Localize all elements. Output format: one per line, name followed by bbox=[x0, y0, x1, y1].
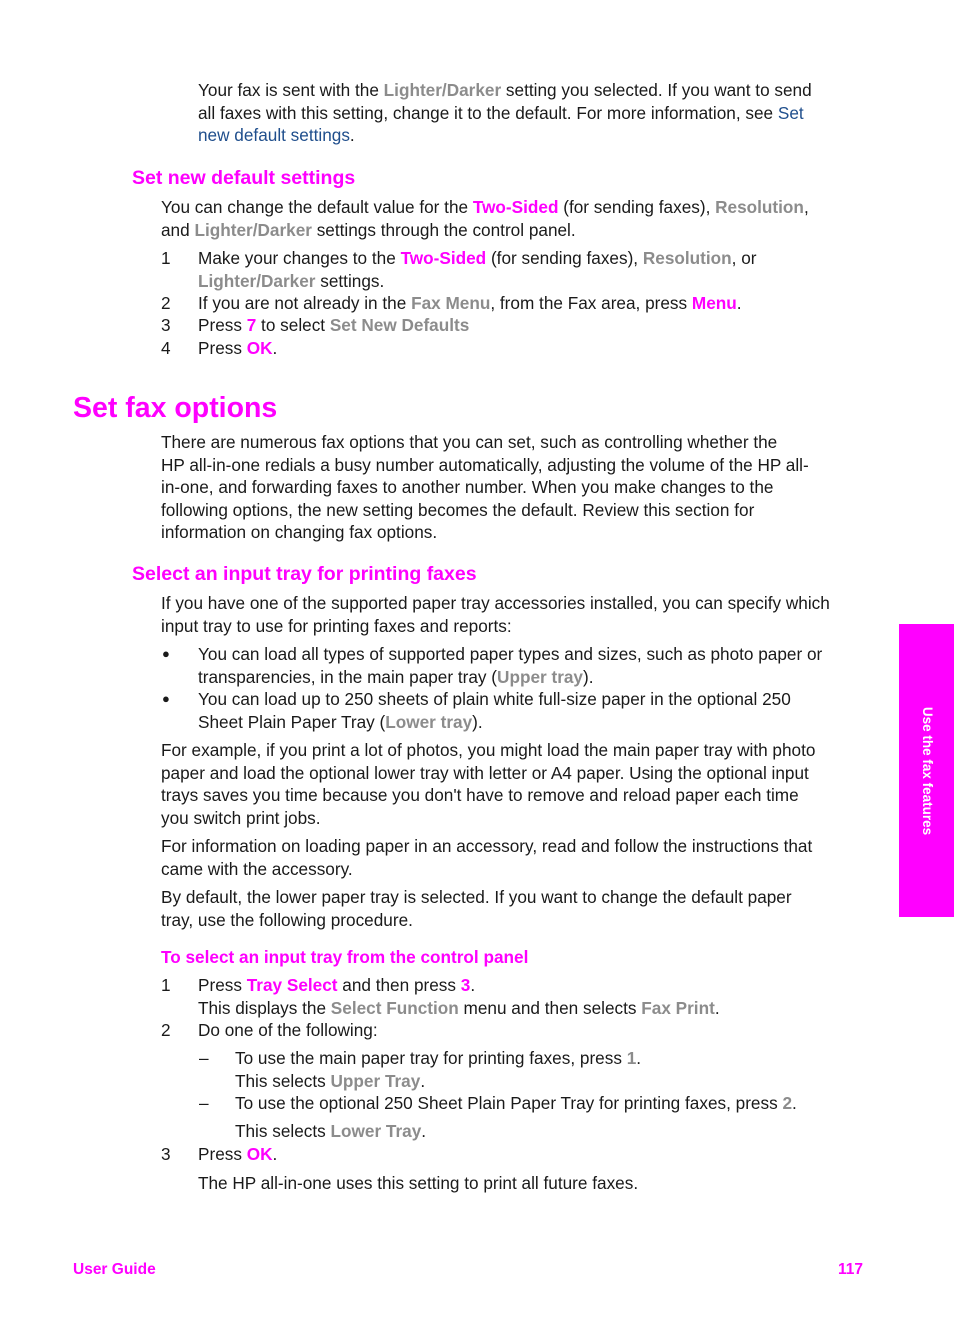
body-line: The HP all-in-one uses this setting to print all future faxes. bbox=[198, 1172, 639, 1193]
step-number: 2 bbox=[161, 293, 171, 313]
body-text: (for sending faxes), bbox=[486, 248, 643, 268]
key-7-keyword: 7 bbox=[246, 315, 257, 335]
body-text: To use the optional 250 Sheet Plain Paper Tray for printing faxes, press bbox=[235, 1093, 783, 1113]
body-line: came with the accessory. bbox=[161, 858, 353, 879]
body-text: to select bbox=[256, 315, 330, 335]
accessory-paragraph bbox=[161, 835, 881, 880]
body-text: Press bbox=[198, 315, 247, 335]
body-text: This selects bbox=[235, 1070, 331, 1091]
body-line: HP all-in-one redials a busy number automatically, adjusting the volume of the HP all- bbox=[161, 454, 809, 475]
intro-text: all faxes with this setting, change it to the default. For more information, see bbox=[198, 102, 778, 123]
two-sided-keyword: Two-Sided bbox=[472, 197, 559, 217]
intro-text: setting you selected. If you want to send bbox=[501, 80, 812, 100]
intro-paragraph bbox=[198, 79, 868, 147]
body-text: , bbox=[803, 197, 809, 217]
fax-options-paragraph bbox=[161, 431, 871, 544]
tray-select-keyword: Tray Select bbox=[246, 975, 338, 995]
lighter-darker-keyword: Lighter/Darker bbox=[383, 80, 502, 100]
body-line: in-one, and forwarding faxes to another number. When you make changes to the bbox=[161, 477, 774, 498]
procedure-heading: To select an input tray from the control panel bbox=[161, 947, 529, 967]
body-line: You can load all types of supported paper types and sizes, such as photo paper or bbox=[198, 644, 823, 664]
body-text: Make your changes to the bbox=[198, 248, 401, 268]
step-number: 3 bbox=[161, 315, 171, 335]
body-text: menu and then selects bbox=[458, 997, 642, 1018]
period: . bbox=[349, 125, 355, 146]
step-text bbox=[198, 292, 858, 315]
body-line: For information on loading paper in an accessory, read and follow the instructions that bbox=[161, 836, 813, 856]
body-line: tray, use the following procedure. bbox=[161, 909, 413, 930]
body-text: . bbox=[470, 975, 476, 995]
lower-tray-keyword: Lower tray bbox=[385, 711, 473, 732]
step-number: 2 bbox=[161, 1020, 171, 1040]
body-text: To use the main paper tray for printing faxes, press bbox=[235, 1048, 627, 1068]
step-text bbox=[198, 314, 858, 337]
chapter-side-tab-label: Use the fax features bbox=[919, 706, 935, 835]
chapter-side-tab bbox=[899, 624, 954, 917]
bullet: ● bbox=[162, 691, 170, 706]
body-text: . bbox=[636, 1048, 642, 1068]
key-1-keyword: 1 bbox=[626, 1048, 637, 1068]
upper-tray-keyword: Upper tray bbox=[497, 666, 583, 687]
resolution-keyword: Resolution bbox=[715, 197, 804, 217]
page-title-set-fax-options: Set fax options bbox=[73, 392, 278, 424]
step-number: 3 bbox=[161, 1144, 171, 1164]
step-text bbox=[198, 1143, 858, 1194]
body-text: This selects bbox=[235, 1120, 331, 1141]
body-text: settings through the control panel. bbox=[311, 219, 576, 240]
body-line: You can load up to 250 sheets of plain white full-size paper in the optional 250 bbox=[198, 689, 791, 709]
body-line: trays saves you time because you don't have to remove and reload paper each time bbox=[161, 785, 799, 806]
body-text: (for sending faxes), bbox=[558, 197, 716, 217]
intro-text: Your fax is sent with the bbox=[198, 80, 384, 100]
bullet-item bbox=[198, 643, 878, 688]
step-number: 1 bbox=[161, 248, 171, 268]
two-sided-keyword: Two-Sided bbox=[400, 248, 487, 268]
body-text: Press bbox=[198, 1144, 247, 1164]
body-text: This displays the bbox=[198, 997, 331, 1018]
body-text: transparencies, in the main paper tray ( bbox=[198, 666, 498, 687]
set-new-default-settings-link[interactable]: new default settings bbox=[198, 125, 350, 146]
step-number: 1 bbox=[161, 975, 171, 995]
select-function-keyword: Select Function bbox=[330, 997, 459, 1018]
body-line: If you have one of the supported paper tray accessories installed, you can specify which bbox=[161, 593, 830, 613]
sub-step-text bbox=[235, 1047, 875, 1092]
body-line: information on changing fax options. bbox=[161, 522, 438, 543]
body-line: paper and load the optional lower tray with letter or A4 paper. Using the optional input bbox=[161, 762, 809, 783]
ok-keyword: OK bbox=[246, 1144, 273, 1164]
step-text bbox=[198, 974, 858, 1019]
body-text: . bbox=[421, 1120, 427, 1141]
resolution-keyword: Resolution bbox=[642, 248, 732, 268]
body-text: ). bbox=[583, 666, 594, 687]
body-text: If you are not already in the bbox=[198, 293, 412, 313]
step-text bbox=[198, 247, 858, 292]
set-new-defaults-keyword: Set New Defaults bbox=[329, 315, 470, 335]
body-text: ). bbox=[472, 711, 483, 732]
section-heading-set-new-default-settings: Set new default settings bbox=[132, 167, 356, 189]
lower-tray-keyword: Lower Tray bbox=[330, 1120, 422, 1141]
body-text: . bbox=[272, 1144, 278, 1164]
bullet: ● bbox=[162, 646, 170, 661]
body-text: . bbox=[420, 1070, 426, 1091]
body-text: . bbox=[714, 997, 720, 1018]
footer-user-guide: User Guide bbox=[73, 1261, 156, 1278]
section-heading-select-input-tray: Select an input tray for printing faxes bbox=[132, 563, 477, 585]
example-paragraph bbox=[161, 739, 881, 829]
step-text: Do one of the following: bbox=[198, 1020, 378, 1040]
body-text: . bbox=[792, 1093, 797, 1113]
footer-page-number: 117 bbox=[838, 1261, 864, 1278]
body-line: input tray to use for printing faxes and reports: bbox=[161, 615, 512, 636]
fax-print-keyword: Fax Print bbox=[641, 997, 715, 1018]
ok-keyword: OK bbox=[246, 338, 273, 358]
default-tray-paragraph bbox=[161, 886, 881, 931]
key-3-keyword: 3 bbox=[460, 975, 471, 995]
step-number: 4 bbox=[161, 338, 171, 358]
upper-tray-keyword: Upper Tray bbox=[330, 1070, 421, 1091]
body-text: Press bbox=[198, 975, 247, 995]
lighter-darker-keyword: Lighter/Darker bbox=[198, 270, 316, 291]
defaults-paragraph bbox=[161, 196, 861, 241]
dash: – bbox=[199, 1093, 209, 1113]
body-text: Sheet Plain Paper Tray ( bbox=[198, 711, 386, 732]
body-line: By default, the lower paper tray is selected. If you want to change the default paper bbox=[161, 887, 792, 907]
body-line: following options, the new setting becomes the default. Review this section for bbox=[161, 499, 755, 520]
body-text: . bbox=[736, 293, 742, 313]
set-new-default-settings-link[interactable]: Set bbox=[777, 102, 804, 123]
body-text: You can change the default value for the bbox=[161, 197, 473, 217]
body-text: and bbox=[161, 219, 195, 240]
menu-button-keyword: Menu bbox=[691, 293, 737, 313]
body-text: . bbox=[272, 338, 278, 358]
body-text: , or bbox=[731, 248, 757, 268]
body-text: , from the Fax area, press bbox=[490, 293, 692, 313]
fax-menu-keyword: Fax Menu bbox=[411, 293, 491, 313]
body-line: There are numerous fax options that you can set, such as controlling whether the bbox=[161, 432, 778, 452]
lighter-darker-keyword: Lighter/Darker bbox=[194, 219, 312, 240]
dash: – bbox=[199, 1048, 209, 1068]
bullet-item bbox=[198, 688, 878, 733]
input-tray-intro bbox=[161, 592, 881, 637]
body-text: Press bbox=[198, 338, 247, 358]
key-2-keyword: 2 bbox=[782, 1093, 793, 1113]
body-text: and then press bbox=[337, 975, 461, 995]
body-text: settings. bbox=[315, 270, 385, 291]
body-line: you switch print jobs. bbox=[161, 807, 321, 828]
step-text bbox=[198, 337, 858, 360]
sub-step-text bbox=[235, 1092, 875, 1142]
body-line: For example, if you print a lot of photos, you might load the main paper tray with photo bbox=[161, 740, 816, 760]
